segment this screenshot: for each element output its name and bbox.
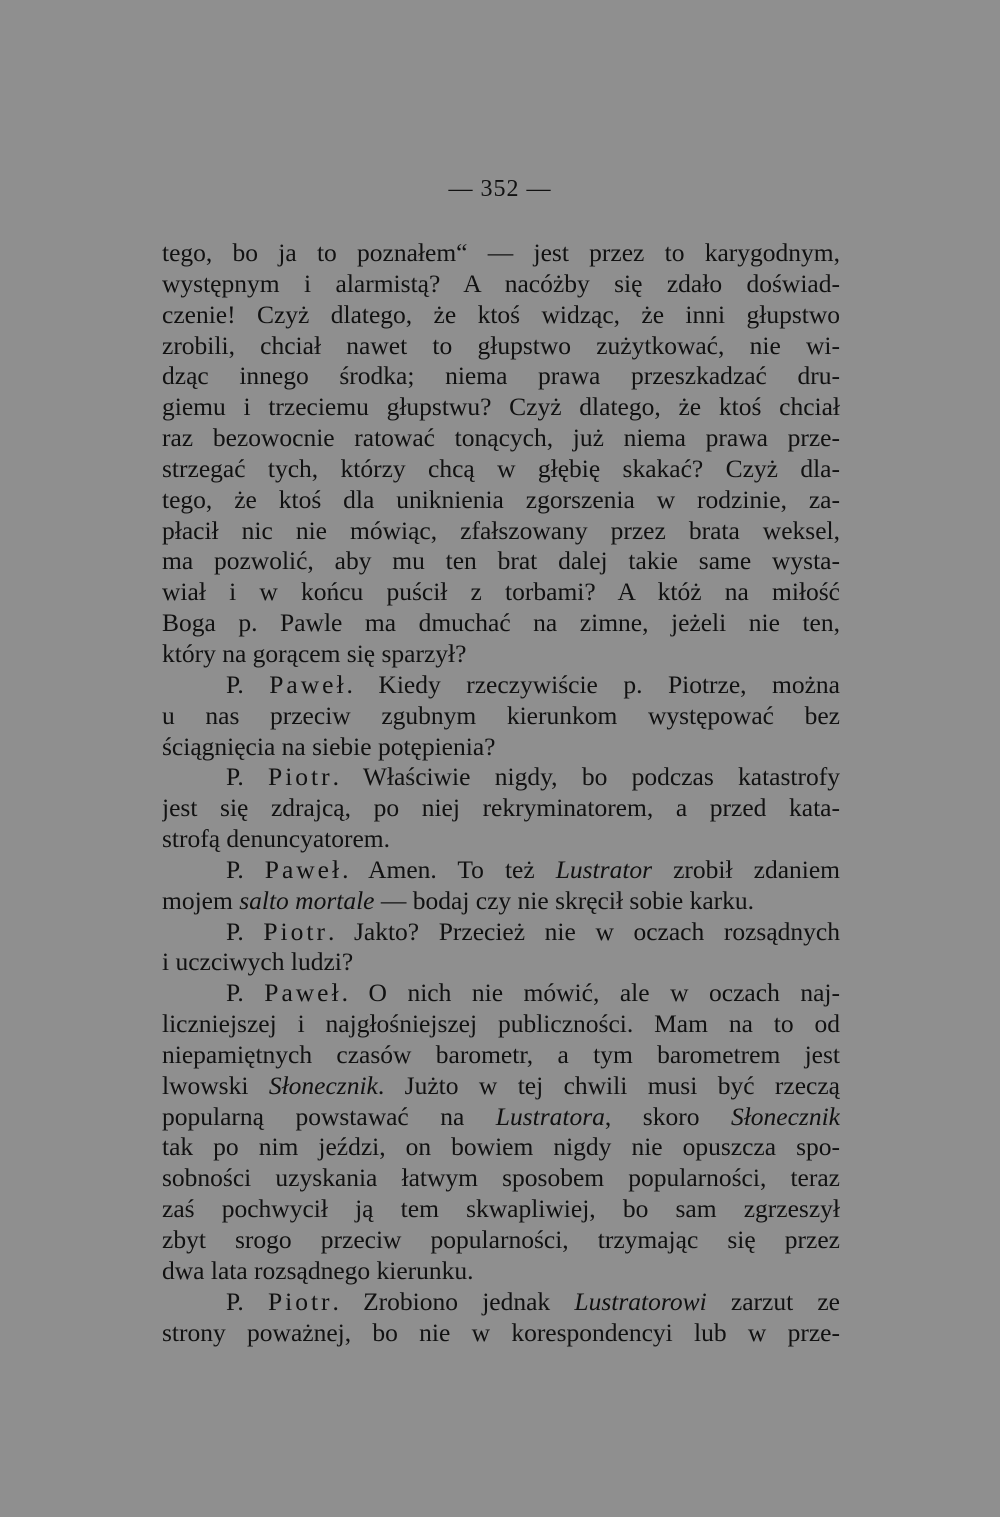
- text-segment: . Amen. To też: [342, 854, 556, 884]
- text-line: [162, 454, 840, 485]
- text-segment: zarzut ze: [706, 1286, 840, 1316]
- text-line: [162, 670, 840, 701]
- text-segment: P.: [226, 669, 270, 699]
- text-segment: strony poważnej, bo nie w korespondencyi lub w prze-: [162, 1317, 840, 1347]
- text-segment: P.: [226, 762, 269, 792]
- body-text: [162, 238, 840, 1348]
- text-segment: występnym i alarmistą? A nacóżby się zdało doświad-: [162, 268, 840, 298]
- text-line: [162, 824, 840, 855]
- page-number: — 352 —: [448, 176, 552, 202]
- text-segment: zrobili, chciał nawet to głupstwo zużytkować, nie wi-: [162, 330, 840, 360]
- text-segment: i uczciwych ludzi?: [162, 947, 354, 977]
- text-line: [162, 855, 840, 886]
- italic-text: Lustrator: [555, 854, 653, 884]
- text-line: [162, 732, 840, 763]
- text-line: [162, 238, 840, 269]
- text-line: [162, 793, 840, 824]
- speaker-name: Piotr: [267, 1286, 333, 1316]
- text-segment: ma pozwolić, aby mu ten brat dalej takie same wysta-: [162, 546, 840, 576]
- text-segment: ściągnięcia na siebie potępienia?: [162, 731, 496, 761]
- text-line: [162, 947, 840, 978]
- text-segment: P.: [226, 978, 265, 1008]
- text-segment: mojem: [162, 885, 240, 915]
- text-segment: . Jużto w tej chwili musi być rzeczą: [377, 1070, 840, 1100]
- text-segment: lwowski: [162, 1070, 269, 1100]
- text-line: [162, 886, 840, 917]
- text-line: [162, 423, 840, 454]
- italic-text: Lustratora: [495, 1101, 605, 1131]
- text-segment: giemu i trzeciemu głupstwu? Czyż dlatego, że ktoś chciał: [162, 392, 840, 422]
- text-segment: jest się zdrajcą, po niej rekryminatorem, a przed kata-: [162, 793, 840, 823]
- text-segment: niepamiętnych czasów barometr, a tym barometrem jest: [162, 1039, 840, 1069]
- text-line: [162, 608, 840, 639]
- text-segment: strzegać tych, którzy chcą w głębię skakać? Czyż dla-: [162, 453, 840, 483]
- text-segment: . Zrobiono jednak: [332, 1286, 575, 1316]
- text-segment: P.: [226, 854, 265, 884]
- text-segment: zaś pochwycił ją tem skwapliwiej, bo sam zgrzeszył: [162, 1194, 840, 1224]
- text-line: [162, 1194, 840, 1225]
- text-line: [162, 300, 840, 331]
- text-line: [162, 1009, 840, 1040]
- text-line: [162, 1132, 840, 1163]
- text-segment: P.: [226, 1286, 268, 1316]
- text-line: [162, 1256, 840, 1287]
- text-line: [162, 1163, 840, 1194]
- text-line: [162, 331, 840, 362]
- text-line: [162, 1318, 840, 1349]
- text-segment: wiał i w końcu puścił z torbami? A któż na miłość: [162, 577, 840, 607]
- text-segment: u nas przeciw zgubnym kierunkom występować bez: [162, 700, 840, 730]
- italic-text: salto mortale: [239, 885, 375, 915]
- text-segment: . O nich nie mówić, ale w oczach naj-: [341, 978, 840, 1008]
- text-line: [162, 1225, 840, 1256]
- text-segment: tak po nim jeździ, on bowiem nigdy nie opuszcza spo-: [162, 1132, 840, 1162]
- text-segment: zbyt srogo przeciw popularności, trzymając się przez: [162, 1225, 840, 1254]
- text-segment: dząc innego środka; niema prawa przeszkadzać dru-: [162, 361, 840, 391]
- text-line: [162, 485, 840, 516]
- text-segment: czenie! Czyż dlatego, że ktoś widząc, że inni głupstwo: [162, 299, 840, 329]
- text-segment: dwa lata rozsądnego kierunku.: [162, 1255, 474, 1285]
- text-line: [162, 392, 840, 423]
- speaker-name: Paweł: [269, 669, 347, 699]
- speaker-name: Piotr: [263, 916, 328, 946]
- text-line: [162, 1287, 840, 1318]
- text-line: [162, 361, 840, 392]
- italic-text: Słonecznik: [268, 1070, 378, 1100]
- speaker-name: Paweł: [264, 854, 343, 884]
- speaker-name: Paweł: [264, 978, 342, 1008]
- text-line: [162, 639, 840, 670]
- text-line: [162, 978, 840, 1009]
- text-line: [162, 917, 840, 948]
- italic-text: Lustratorowi: [574, 1286, 707, 1316]
- text-segment: popularną powstawać na: [162, 1101, 496, 1131]
- text-segment: Boga p. Pawle ma dmuchać na zimne, jeżeli nie ten,: [162, 608, 840, 638]
- italic-text: Słonecznik: [730, 1101, 840, 1131]
- text-segment: . Właściwie nigdy, bo podczas katastrofy: [332, 762, 840, 792]
- text-line: [162, 516, 840, 547]
- text-segment: zrobił zdaniem: [652, 854, 840, 884]
- text-segment: , skoro: [604, 1101, 731, 1131]
- text-segment: sobności uzyskania łatwym sposobem popularności, teraz: [162, 1163, 840, 1193]
- speaker-name: Piotr: [268, 762, 333, 792]
- text-segment: . Jakto? Przecież nie w oczach rozsądnych: [327, 916, 840, 946]
- text-segment: strofą denuncyatorem.: [162, 824, 390, 854]
- text-segment: raz bezowocnie ratować tonących, już niema prawa prze-: [162, 423, 840, 453]
- text-line: [162, 1040, 840, 1071]
- text-segment: . Kiedy rzeczywiście p. Piotrze, można: [346, 669, 840, 699]
- text-line: [162, 762, 840, 793]
- text-segment: który na gorącem się sparzył?: [162, 638, 467, 668]
- text-segment: tego, że ktoś dla uniknienia zgorszenia w rodzinie, za-: [162, 484, 840, 514]
- text-line: [162, 701, 840, 732]
- text-line: [162, 577, 840, 608]
- text-line: [162, 1071, 840, 1102]
- text-segment: liczniejszej i najgłośniejszej publiczności. Mam na to od: [162, 1009, 840, 1039]
- text-segment: — bodaj czy nie skręcił sobie karku.: [374, 885, 755, 915]
- text-segment: płacił nic nie mówiąc, zfałszowany przez brata weksel,: [162, 515, 840, 545]
- text-line: [162, 1102, 840, 1133]
- text-line: [162, 546, 840, 577]
- text-segment: P.: [226, 916, 264, 946]
- text-line: [162, 269, 840, 300]
- text-segment: tego, bo ja to poznałem“ — jest przez to karygodnym,: [162, 238, 840, 267]
